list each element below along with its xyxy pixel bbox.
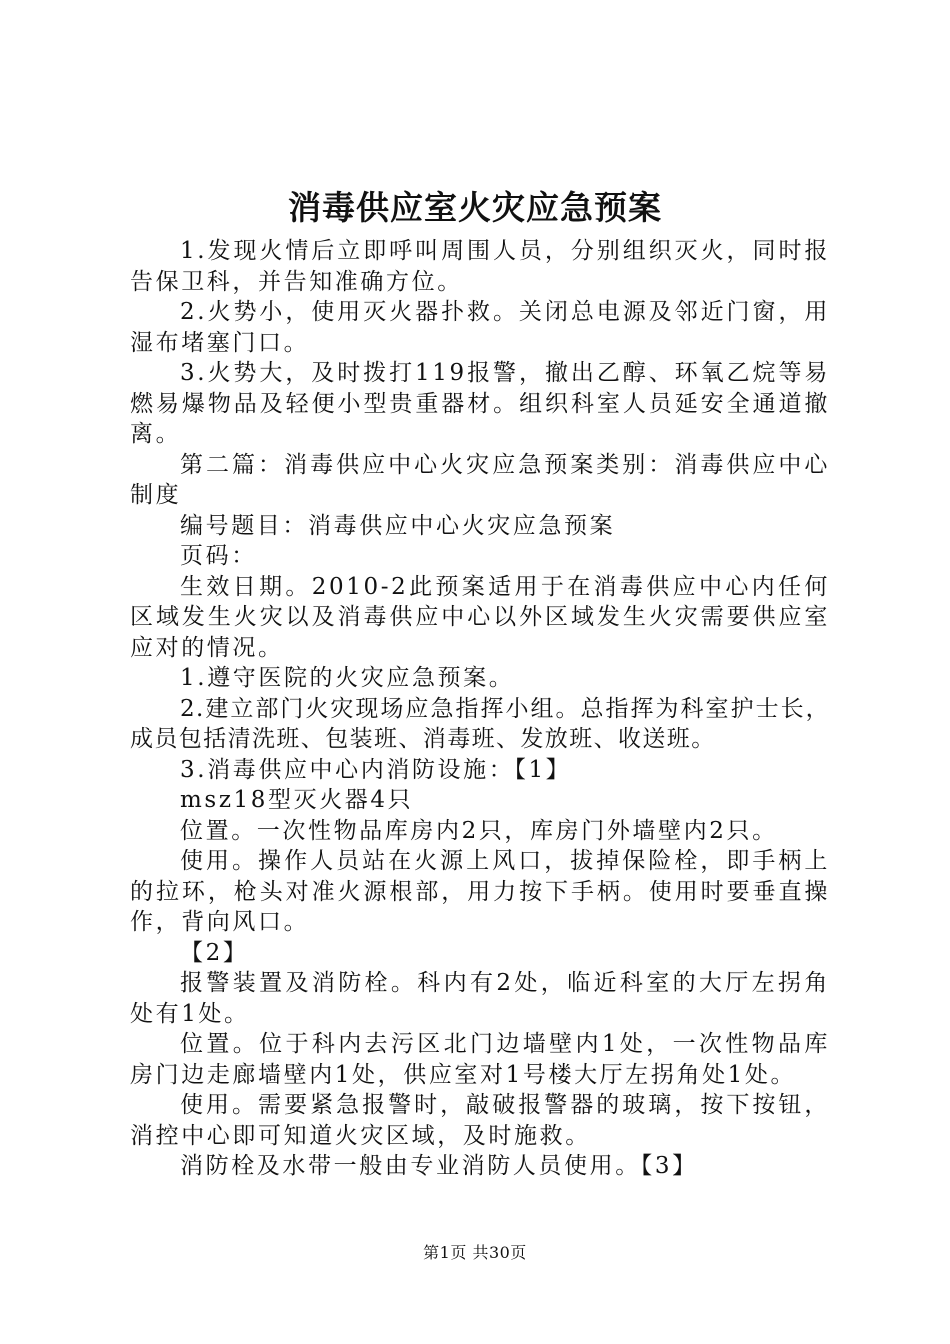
paragraph-8: 1.遵守医院的火灾应急预案。 (180, 665, 515, 691)
document-body (130, 236, 830, 1182)
paragraph-10: 3.消毒供应中心内消防设施：【1】 (180, 756, 572, 783)
paragraph-17: 使用。需要紧急报警时，敲破报警器的玻璃，按下按钮，消控中心即可知道火灾区域，及时施救。 (130, 1092, 830, 1149)
paragraph-4: 第二篇：消毒供应中心火灾应急预案类别：消毒供应中心制度 (130, 451, 830, 508)
paragraph-5: 编号题目：消毒供应中心火灾应急预案 (180, 512, 616, 539)
paragraph-13: 使用。操作人员站在火源上风口，拔掉保险栓，即手柄上的拉环，枪头对准火源根部，用力按下手柄。使用时要垂直操作，背向风口。 (130, 848, 830, 935)
page-footer: 第1页 共30页 (423, 1243, 527, 1262)
paragraph-12: 位置。一次性物品库房内2只，库房门外墙壁内2只。 (180, 817, 778, 844)
paragraph-1: 1.发现火情后立即呼叫周围人员，分别组织灭火，同时报告保卫科，并告知准确方位。 (130, 238, 830, 295)
paragraph-11: msz18型灭火器4只 (180, 787, 414, 813)
paragraph-15: 报警装置及消防栓。科内有2处，临近科室的大厅左拐角处有1处。 (130, 970, 830, 1027)
paragraph-7: 生效日期。2010-2此预案适用于在消毒供应中心内任何区域发生火灾以及消毒供应中心以外区域发生火灾需要供应室应对的情况。 (130, 573, 830, 661)
paragraph-18: 消防栓及水带一般由专业消防人员使用。【3】 (180, 1153, 698, 1179)
paragraph-2: 2.火势小，使用灭火器扑救。关闭总电源及邻近门窗，用湿布堵塞门口。 (130, 299, 830, 356)
paragraph-14: 【2】 (180, 939, 249, 966)
document-title: 消毒供应室火灾应急预案 (288, 188, 662, 227)
paragraph-3: 3.火势大，及时拨打119报警，撤出乙醇、环氧乙烷等易燃易爆物品及轻便小型贵重器材。组织科室人员延安全通道撤离。 (130, 360, 830, 447)
paragraph-9: 2.建立部门火灾现场应急指挥小组。总指挥为科室护士长，成员包括清洗班、包装班、消毒班、发放班、收送班。 (130, 695, 830, 752)
paragraph-6: 页码： (180, 543, 257, 569)
paragraph-16: 位置。位于科内去污区北门边墙壁内1处，一次性物品库房门边走廊墙壁内1处，供应室对1号楼大厅左拐角处1处。 (130, 1031, 830, 1088)
